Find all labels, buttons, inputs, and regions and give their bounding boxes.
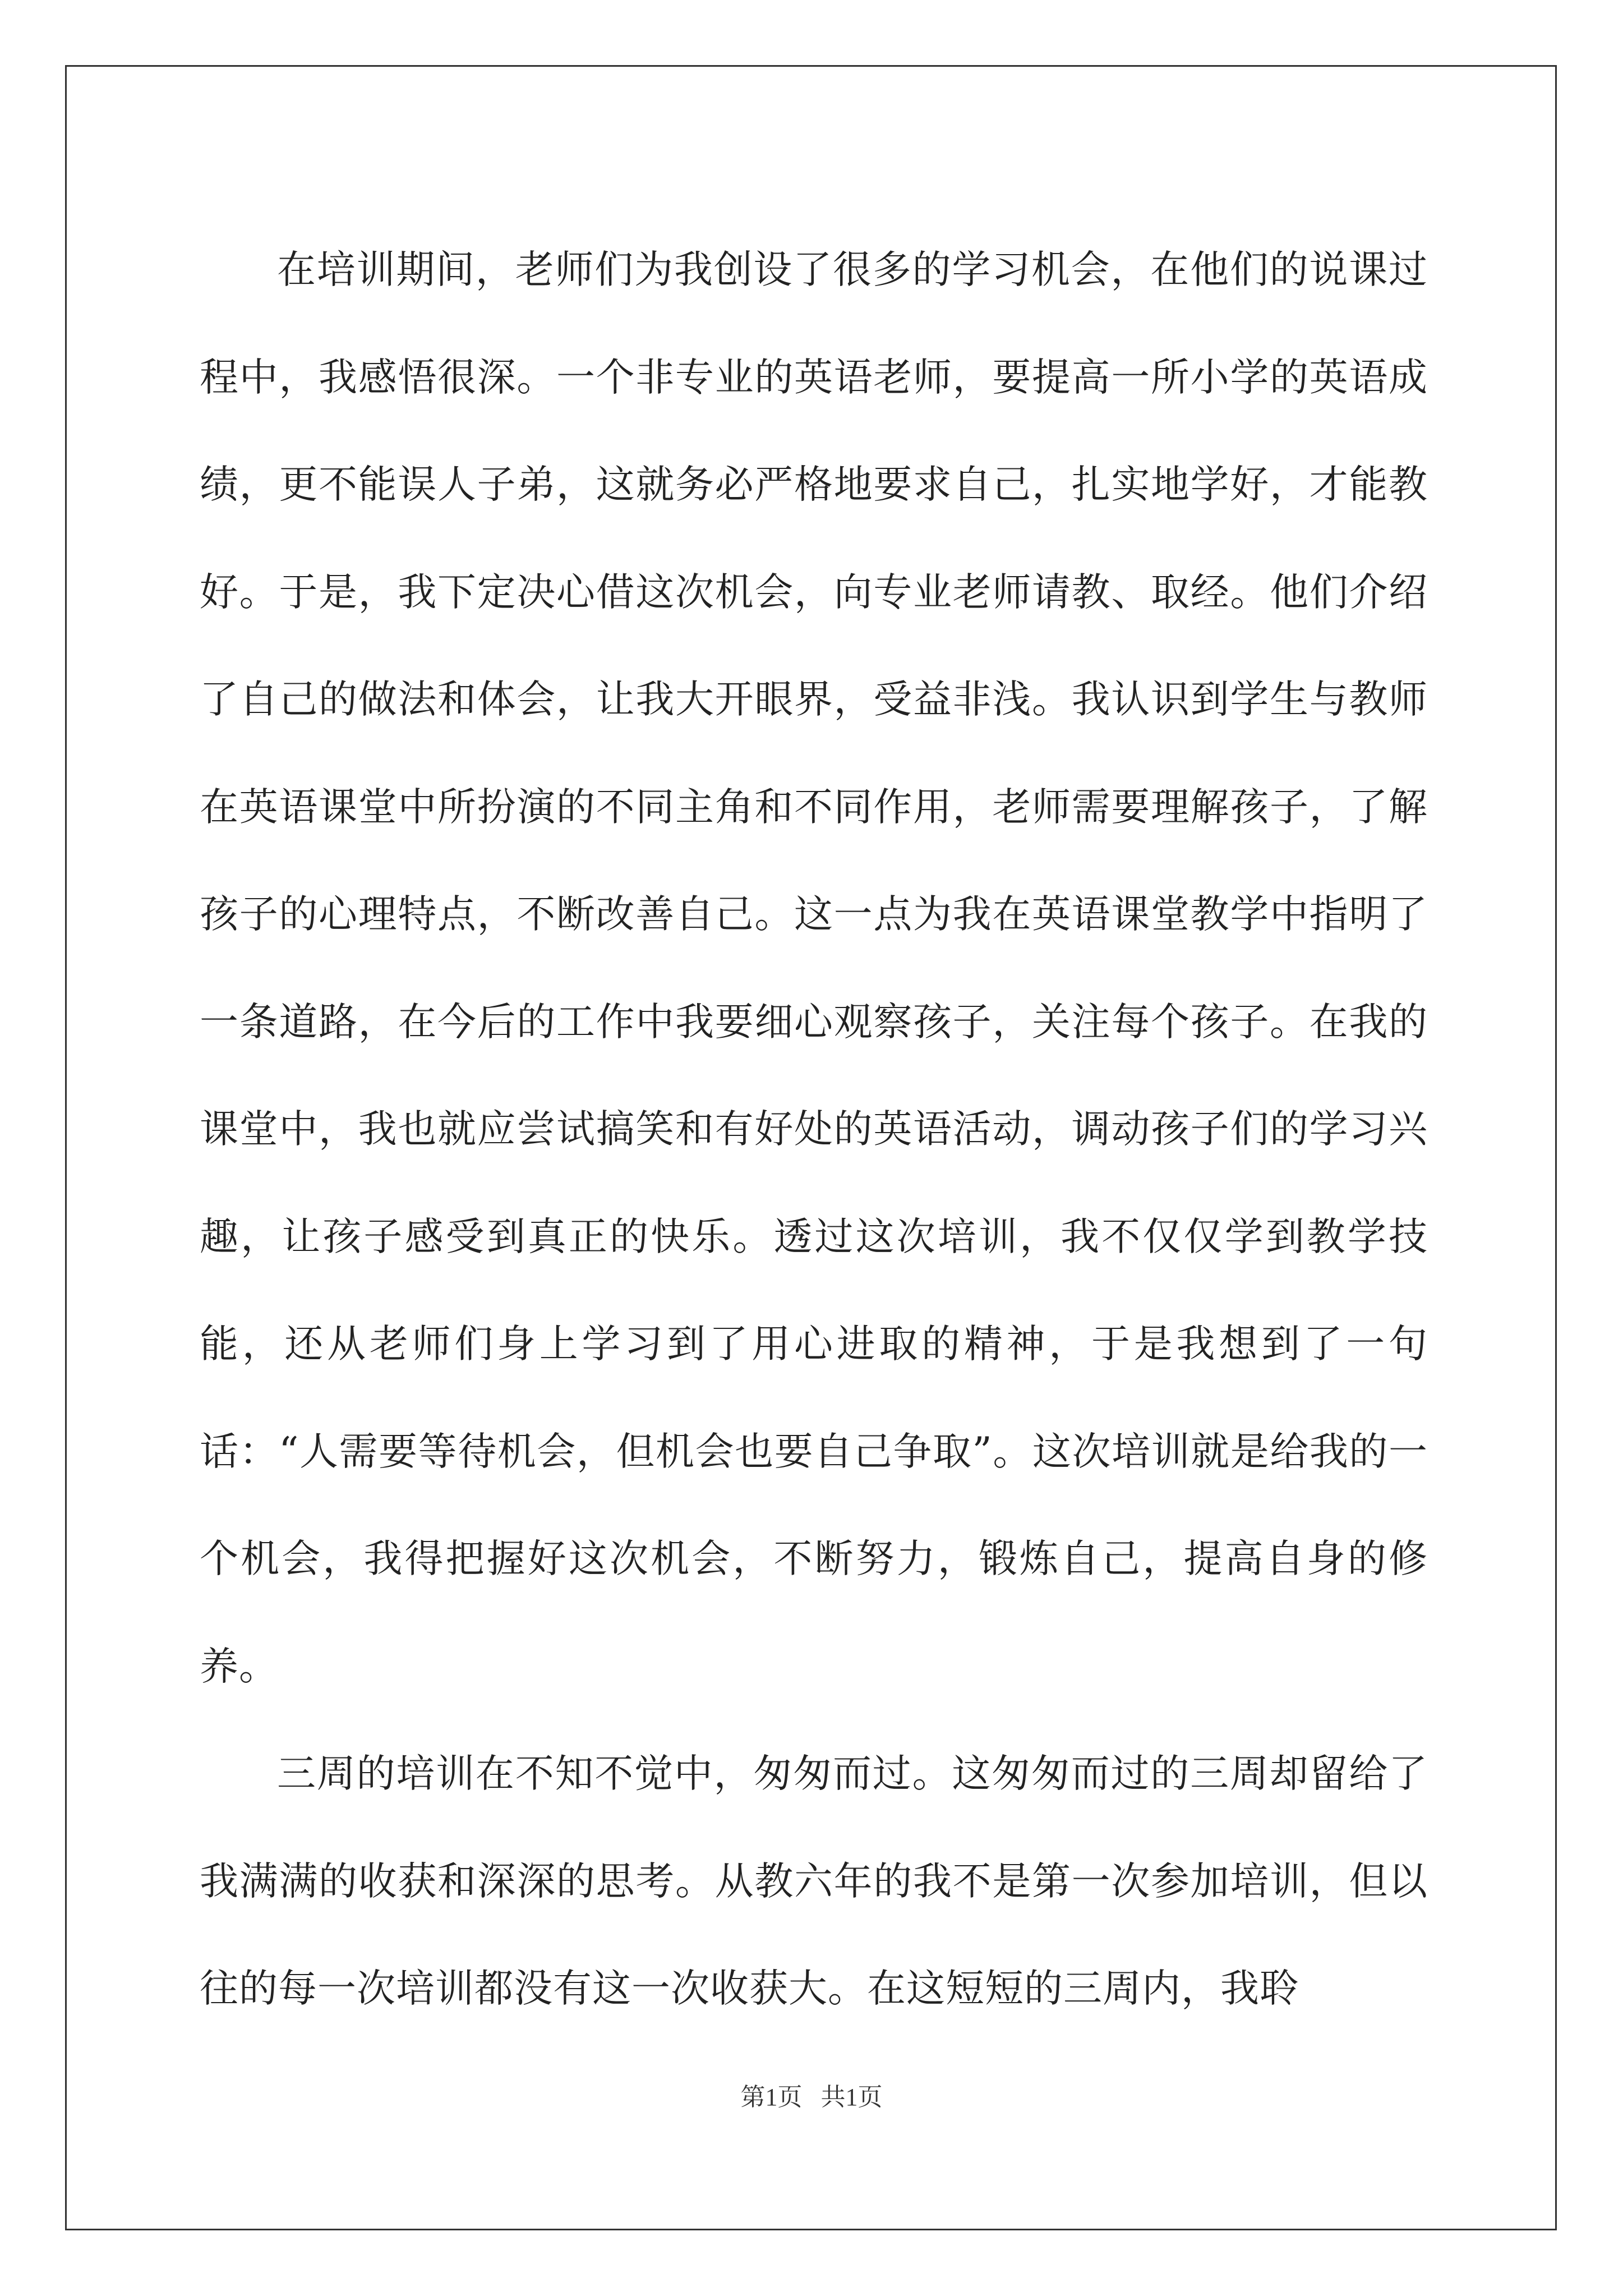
document-body [200, 217, 1428, 2043]
page-footer: 第1页 共1页 [740, 2083, 883, 2111]
paragraph-2: 三周的培训在不知不觉中，匆匆而过。这匆匆而过的三周却留给了我满满的收获和深深的思考。从教六年的我不是第一次参加培训，但以往的每一次培训都没有这一次收获大。在这短短的三周内，我聆 [200, 1751, 1428, 2011]
paragraph-1: 在培训期间，老师们为我创设了很多的学习机会，在他们的说课过程中，我感悟很深。一个非专业的英语老师，要提高一所小学的英语成绩，更不能误人子弟，这就务必严格地要求自己，扎实地学好，才能教好。于是，我下定决心借这次机会，向专业老师请教、取经。他们介绍了自己的做法和体会，让我大开眼界，受益非浅。我认识到学生与教师在英语课堂中所扮演的不同主角和不同作用，老师需要理解孩子，了解孩子的心理特点，不断改善自己。这一点为我在英语课堂教学中指明了一条道路，在今后的工作中我要细心观察孩子，关注每个孩子。在我的课堂中，我也就应尝试搞笑和有好处的英语活动，调动孩子们的学习兴趣，让孩子感受到真正的快乐。透过这次培训，我不仅仅学到教学技能，还从老师们身上学习到了用心进取的精神，于是我想到了一句话：“人需要等待机会，但机会也要自己争取”。这次培训就是给我的一个机会，我得把握好这次机会，不断努力，锻炼自己，提高自身的修养。 [200, 247, 1428, 1689]
